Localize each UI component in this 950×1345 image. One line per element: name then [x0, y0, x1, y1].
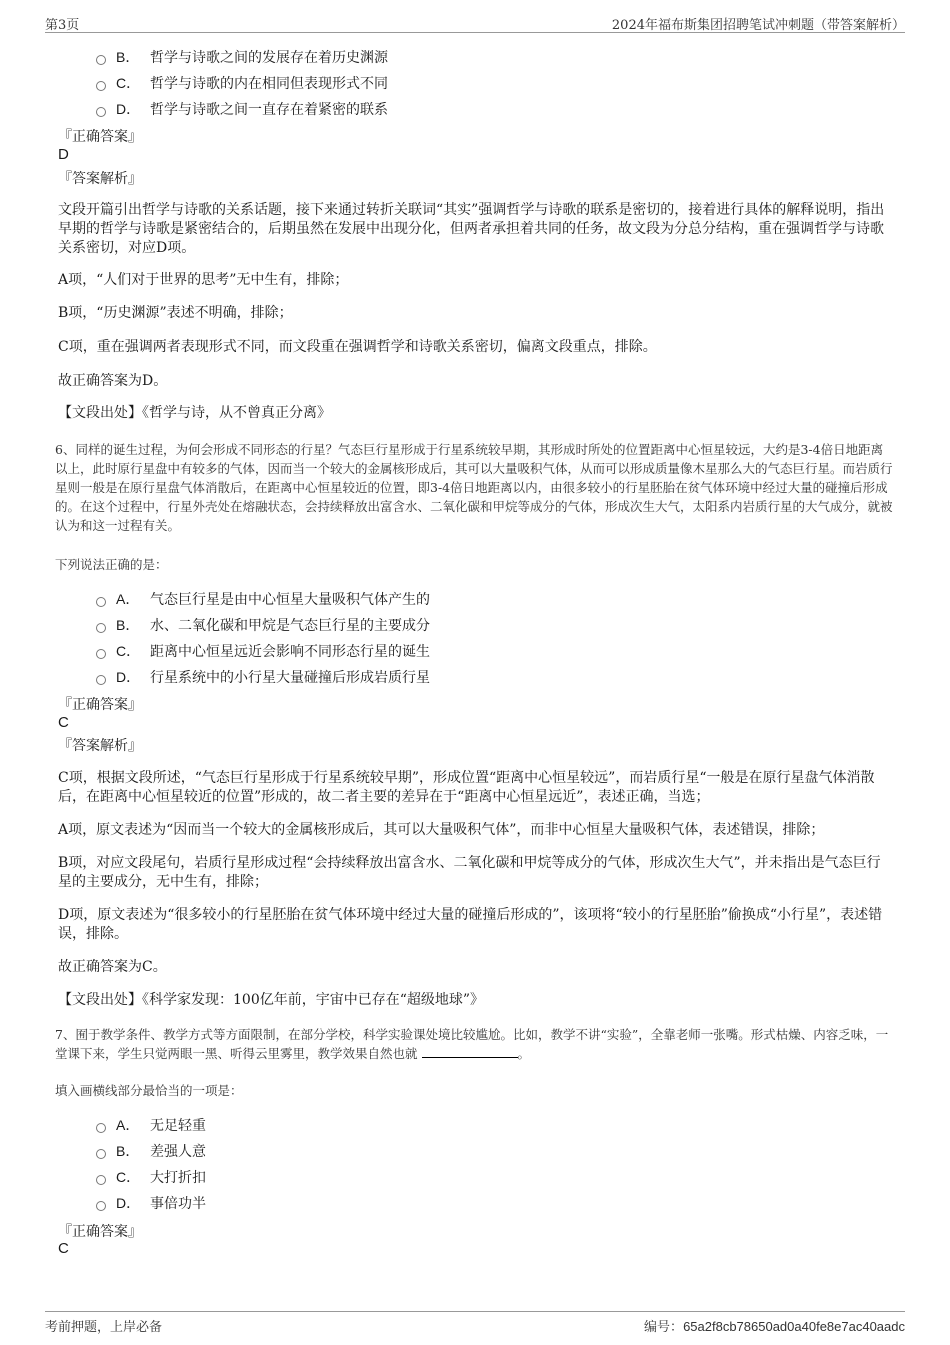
radio-icon[interactable]: [96, 1175, 106, 1185]
q6-option-a[interactable]: A． 气态巨行星是由中心恒星大量吸积气体产生的: [96, 589, 430, 611]
q6-analysis-c: C项，根据文段所述，“气态巨行星形成于行星系统较早期”，形成位置“距离中心恒星较远”，而岩质行星“一般是在原行星盘气体消散后，在距离中心恒星较近的位置”形成的，故二者主要的差异在于“距离中心恒星远近”，表述正确，当选；: [58, 770, 875, 805]
q6-analysis-tag: 『答案解析』: [58, 738, 142, 754]
q6-option-b[interactable]: B． 水、二氧化碳和甲烷是气态巨行星的主要成分: [96, 615, 430, 637]
radio-icon[interactable]: [96, 1123, 106, 1133]
q5-analysis-tag: 『答案解析』: [58, 171, 142, 187]
q6-conclusion: 故正确答案为C。: [58, 959, 167, 975]
footer-slogan: 考前押题，上岸必备: [45, 1320, 163, 1335]
q5-analysis-main: 文段开篇引出哲学与诗歌的关系话题，接下来通过转折关联词“其实”强调哲学与诗歌的联系是密切的，接着进行具体的解释说明，指出早期的哲学与诗歌是紧密结合的，后期虽然在发展中出现分化，但两者承担着共同的任务，故文段为分总分结构，重在强调哲学与诗歌关系密切，对应D项。: [58, 202, 885, 256]
radio-icon[interactable]: [96, 81, 106, 91]
q6-answer-tag: 『正确答案』: [58, 697, 142, 713]
q6-option-d[interactable]: D． 行星系统中的小行星大量碰撞后形成岩质行星: [96, 667, 430, 689]
q5-option-c[interactable]: C． 哲学与诗歌的内在相同但表现形式不同: [96, 73, 388, 95]
radio-icon[interactable]: [96, 675, 106, 685]
q6-analysis-a: A项，原文表述为“因而当一个较大的金属核形成后，其可以大量吸积气体”，而非中心恒星大量吸积气体，表述错误，排除；: [58, 822, 825, 838]
radio-icon[interactable]: [96, 623, 106, 633]
q7-option-d[interactable]: D． 事倍功半: [96, 1193, 206, 1215]
q6-source: 【文段出处】《科学家发现：100亿年前，宇宙中已存在“超级地球”》: [58, 992, 485, 1008]
q7-option-c[interactable]: C． 大打折扣: [96, 1167, 206, 1189]
fill-blank: [422, 1045, 518, 1058]
q5-analysis-c: C项，重在强调两者表现形式不同，而文段重在强调哲学和诗歌关系密切，偏离文段重点，排除。: [58, 339, 657, 355]
q5-option-b[interactable]: B． 哲学与诗歌之间的发展存在着历史渊源: [96, 47, 388, 69]
q6-stem: 6、同样的诞生过程，为何会形成不同形态的行星？气态巨行星形成于行星系统较早期，其形成时所处的位置距离中心恒星较远，大约是3-4倍日地距离以上，此时原行星盘中有较多的气体，因而当一个较大的金属核形成后，其可以大量吸积气体，从而可以形成质量像木星那么大的气态巨行星。而岩质行星则一般是在原行星盘气体消散后，在距离中心恒星较近的位置，即3-4倍日地距离以内，由很多较小的行星胚胎在贫气体环境中经过大量的碰撞后形成的。在这个过程中，行星外壳处在熔融状态，会持续释放出富含水、二氧化碳和甲烷等成分的气体，形成次生大气，太阳系内岩质行星的大气成分，就被认为和这一过程有关。: [55, 442, 893, 533]
page-footer: [45, 1311, 905, 1336]
page-header: [45, 12, 905, 33]
q6-answer: C: [58, 714, 69, 731]
q5-answer-tag: 『正确答案』: [58, 129, 142, 145]
q7-stem: 7、囿于教学条件、教学方式等方面限制，在部分学校，科学实验课处境比较尴尬。比如，教学不讲“实验”，全靠老师一张嘴。形式枯燥、内容乏味，一堂课下来，学生只觉两眼一黑、听得云里雾里，教学效果自然也就 。: [55, 1027, 889, 1061]
q6-analysis-b: B项，对应文段尾句，岩质行星形成过程“会持续释放出富含水、二氧化碳和甲烷等成分的气体，形成次生大气”，并未指出是气态巨行星的主要成分，无中生有，排除；: [58, 855, 881, 890]
q6-prompt: 下列说法正确的是：: [55, 557, 168, 572]
radio-icon[interactable]: [96, 597, 106, 607]
radio-icon[interactable]: [96, 107, 106, 117]
q7-option-b[interactable]: B． 差强人意: [96, 1141, 206, 1163]
q6-analysis-d: D项，原文表述为“很多较小的行星胚胎在贫气体环境中经过大量的碰撞后形成的”，该项将“较小的行星胚胎”偷换成“小行星”，表述错误，排除。: [58, 907, 883, 942]
q5-conclusion: 故正确答案为D。: [58, 373, 168, 389]
q5-analysis-b: B项，“历史渊源”表述不明确，排除；: [58, 305, 293, 321]
page-number: 第3页: [45, 18, 80, 33]
radio-icon[interactable]: [96, 1201, 106, 1211]
q7-answer: C: [58, 1240, 69, 1257]
q7-prompt: 填入画横线部分最恰当的一项是：: [55, 1083, 243, 1098]
radio-icon[interactable]: [96, 55, 106, 65]
document-code: 编号：65a2f8cb78650ad0a40fe8e7ac40aadc: [644, 1319, 905, 1335]
radio-icon[interactable]: [96, 649, 106, 659]
q7-answer-tag: 『正确答案』: [58, 1224, 142, 1240]
q5-answer: D: [58, 146, 69, 163]
radio-icon[interactable]: [96, 1149, 106, 1159]
q6-option-c[interactable]: C． 距离中心恒星远近会影响不同形态行星的诞生: [96, 641, 430, 663]
q5-analysis-a: A项，“人们对于世界的思考”无中生有，排除；: [58, 272, 349, 288]
q5-option-d[interactable]: D． 哲学与诗歌之间一直存在着紧密的联系: [96, 99, 388, 121]
document-title: 2024年福布斯集团招聘笔试冲刺题（带答案解析）: [611, 18, 905, 33]
q7-option-a[interactable]: A． 无足轻重: [96, 1115, 206, 1137]
q5-source: 【文段出处】《哲学与诗，从不曾真正分离》: [58, 405, 331, 421]
